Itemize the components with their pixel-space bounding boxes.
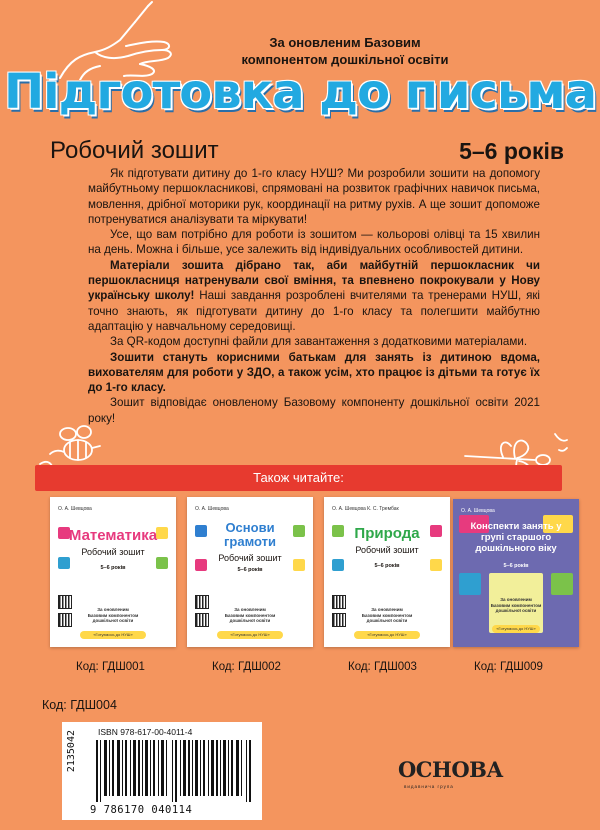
book-note-line: Базовим компонентом (224, 612, 276, 618)
curriculum-note-line2: компонентом дошкільної освіти (241, 52, 449, 67)
curriculum-note (215, 34, 475, 68)
book-author: О. А. Шевцова К. С. Трембак (332, 506, 399, 512)
decor-tile (459, 573, 481, 595)
publisher-subtitle: видавнича група (404, 784, 454, 789)
description-paragraph: За QR-кодом доступні файли для завантаження з додатковими матеріалами. (110, 335, 528, 349)
book-age: 5–6 років (503, 563, 529, 569)
book-note-line: дошкільної освіти (92, 618, 134, 623)
description (88, 166, 540, 426)
book-note-line: Базовим компонентом (361, 612, 413, 618)
book-note-line: Базовим компонентом (490, 602, 542, 608)
book-code: Код: ГДШ001 (76, 661, 145, 673)
book-author: О. А. Шевцова (195, 506, 229, 512)
book-age: 5–6 років (100, 565, 126, 571)
description-paragraph: Усе, що вам потрібно для роботи із зошитом — кольорові олівці та 15 хвилин на день. Можна і більше, усе залежить від індивідуальних особливостей дитини. (88, 228, 540, 257)
book-title: Конспекти занять у групі старшого дошкільного віку (470, 521, 562, 554)
description-paragraph (88, 258, 540, 334)
book-note-line: За оновленим (234, 607, 266, 612)
barcode-panel (62, 722, 262, 820)
description-paragraph: Як підготувати дитину до 1-го класу НУШ? Ми розробили зошити на допомогу майбутньому першокласникові, спрямовані на розвиток графічних навичок письма, мовлення, дрібної моторики рук, координації на ритму рухів. А ще зошит допоможе потренуватися аналізувати та міркувати! (88, 167, 540, 226)
book-title: Підготовка до письма (4, 64, 596, 120)
workbook-label: Робочий зошит (50, 137, 219, 164)
description-paragraph-bold: Зошити стануть корисними батькам для занять із дитиною вдома, вихователям для роботи у ЗДО, а також усім, хто працює із дітьми та готує їх до 1-го класу. (88, 350, 540, 395)
book-note (50, 607, 176, 624)
book-note (489, 597, 543, 614)
book-series: «Готуємось до НУШ» (217, 631, 283, 639)
book-title: Основи грамоти (223, 520, 276, 549)
book-series: «Готуємось до НУШ» (80, 631, 146, 639)
book-author: О. А. Шевцова (58, 506, 92, 512)
also-read-banner (35, 465, 562, 491)
decor-tile (293, 525, 305, 537)
book-subtitle: Робочий зошит (355, 545, 419, 555)
book-code: Код: ГДШ003 (348, 661, 417, 673)
barcode-side-number-text: 2135042 (66, 730, 77, 773)
decor-tile (195, 525, 207, 537)
book-note (324, 607, 450, 624)
book-note (187, 607, 313, 624)
age-label: 5–6 років (459, 138, 564, 164)
book-note-line: За оновленим (97, 607, 129, 612)
book-note-line: За оновленим (371, 607, 403, 612)
description-paragraph: Зошит відповідає оновленому Базовому компоненту дошкільної освіти 2021 року! (88, 396, 540, 425)
book-age: 5–6 років (374, 563, 400, 569)
barcode-number: 9 786170 040114 (90, 804, 193, 816)
book-series: «Готуємось до НУШ» (492, 625, 540, 633)
book-note-line: Базовим компонентом (87, 612, 139, 618)
book-author: О. А. Шевцова (461, 508, 495, 514)
barcode-icon (96, 740, 254, 802)
book-age: 5–6 років (237, 567, 263, 573)
book-note-line: дошкільної освіти (495, 608, 537, 613)
barcode-side-number (66, 730, 78, 815)
product-code: Код: ГДШ004 (42, 698, 117, 712)
publisher-name: ОСНОВА (398, 757, 503, 782)
book-subtitle: Робочий зошит (218, 553, 282, 563)
book-note-line: дошкільної освіти (229, 618, 271, 623)
book-subtitle: Робочий зошит (81, 547, 145, 557)
description-bold-text: Матеріали зошита дібрано так, аби майбутній першокласник чи першокласниця натренували свої вміння, та впевнено покрокували у Нову українську школу! (88, 258, 540, 303)
related-book-cover[interactable] (187, 497, 313, 647)
publisher-logo (398, 757, 503, 797)
book-series: «Готуємось до НУШ» (354, 631, 420, 639)
book-code: Код: ГДШ002 (212, 661, 281, 673)
related-book-cover[interactable] (324, 497, 450, 647)
related-book-cover[interactable] (453, 499, 579, 647)
book-title: Природа (354, 525, 420, 542)
decor-tile (551, 573, 573, 595)
also-read-label: Також читайте: (253, 470, 344, 485)
book-cover-mosaic (459, 515, 573, 643)
description-text: Наші завдання розроблені вчителями та тренерами НУШ, які точно знають, як підготувати дитину до 1-го класу та полегшити майбутню адаптацію у навчальному середовищі. (88, 289, 540, 333)
isbn-number: ISBN 978-617-00-4011-4 (98, 727, 193, 737)
related-books (50, 497, 570, 677)
book-title: Математика (68, 527, 158, 544)
book-note-line: дошкільної освіти (366, 618, 408, 623)
book-code: Код: ГДШ009 (474, 661, 543, 673)
curriculum-note-line1: За оновленим Базовим (269, 35, 421, 50)
book-note-line: За оновленим (500, 597, 532, 602)
related-book-cover[interactable] (50, 497, 176, 647)
